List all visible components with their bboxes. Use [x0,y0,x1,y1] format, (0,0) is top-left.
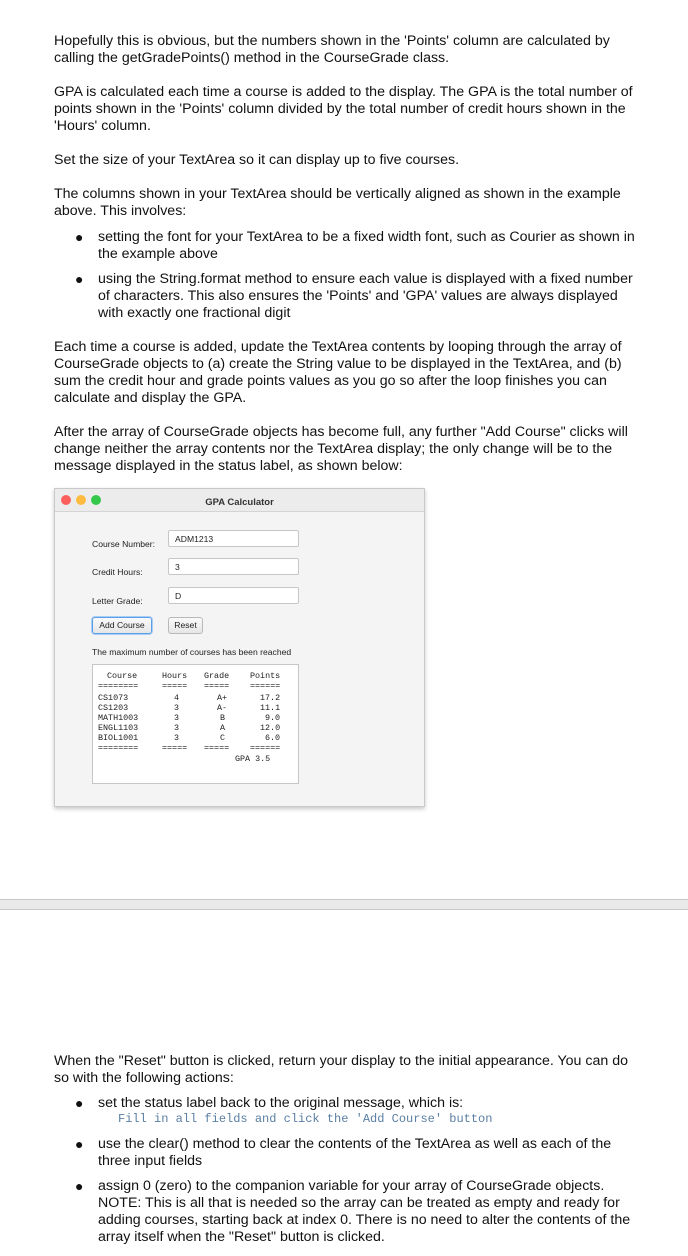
bullet-icon: ● [75,271,84,287]
bullet-clear-method: ● use the clear() method to clear the contents of the TextArea as well as each of the three input fields [75,1136,612,1169]
header-points: Points [250,671,281,681]
row-course: BIOL1001 [98,733,139,743]
row-course: CS1203 [98,703,129,713]
course-number-label: Course Number: [92,539,156,549]
separator-points: ====== [250,743,281,753]
bullet-string-format: ● using the String.format method to ensure each value is displayed with a fixed number of characters. This also ensures the 'Points' and 'GPA' values are always displayed with exactly one fractional digit [75,271,633,321]
page-divider [0,899,688,910]
status-label: The maximum number of courses has been reached [92,647,292,657]
window-title: GPA Calculator [205,497,274,508]
letter-grade-label: Letter Grade: [92,596,143,606]
row-hours: 3 [174,713,180,723]
row-course: ENGL1103 [98,723,139,733]
paragraph-points-explanation: Hopefully this is obvious, but the numbers shown in the 'Points' column are calculated by calling the getGradePoints() method in the CourseGrade class. [54,33,610,66]
credit-hours-label: Credit Hours: [92,567,143,577]
row-points: 9.0 [265,713,281,723]
separator-hours: ===== [162,743,188,753]
bullet-fixed-width-font: ● setting the font for your TextArea to be a fixed width font, such as Courier as shown in the example above [75,229,635,262]
bullet-status-label-reset: ● set the status label back to the original message, which is: [75,1095,464,1111]
header-hours: Hours [162,671,188,681]
row-grade: B [220,713,226,723]
paragraph-gpa-calculation: GPA is calculated each time a course is added to the display. The GPA is the total number of points shown in the 'Points' column divided by the total number of credit hours shown in the 'Hours' column. [54,84,633,134]
header-grade: Grade [204,671,230,681]
row-course: MATH1003 [98,713,139,723]
paragraph-column-alignment: The columns shown in your TextArea should be vertically aligned as shown in the example above. This involves: [54,186,621,219]
separator-course: ======== [98,743,139,753]
bullet-companion-variable: ● assign 0 (zero) to the companion variable for your array of CourseGrade objects. NOTE: This is all that is needed so the array can be treated as empty and ready for adding courses, starting back at index 0. There is no need to alter the contents of the array itself when the "Reset" button is clicked. [75,1178,631,1245]
row-grade: A [220,723,226,733]
row-grade: A- [217,703,228,713]
separator-hours: ===== [162,681,188,691]
separator-grade: ===== [204,681,230,691]
gpa-value: GPA 3.5 [235,754,271,764]
paragraph-update-textarea: Each time a course is added, update the TextArea contents by looping through the array of CourseGrade objects to (a) create the String value to be displayed in the TextArea, and (b) sum the credit hour and grade points values as you go so after the loop finishes you can calculate and display the GPA. [54,339,622,406]
status-message-code: Fill in all fields and click the 'Add Course' button [118,1112,493,1126]
row-points: 12.0 [260,723,281,733]
bullet-icon: ● [75,1178,84,1194]
bullet-icon: ● [75,1095,84,1111]
course-number-field[interactable]: ADM1213 [168,530,299,547]
row-hours: 3 [174,723,180,733]
letter-grade-field[interactable]: D [168,587,299,604]
row-hours: 3 [174,703,180,713]
row-grade: A+ [217,693,228,703]
separator-course: ======== [98,681,139,691]
gpa-calculator-window [54,488,425,807]
paragraph-textarea-size: Set the size of your TextArea so it can display up to five courses. [54,152,460,168]
row-grade: C [220,733,226,743]
row-points: 6.0 [265,733,281,743]
credit-hours-field[interactable]: 3 [168,558,299,575]
bullet-icon: ● [75,229,84,245]
bullet-icon: ● [75,1136,84,1152]
row-points: 17.2 [260,693,281,703]
header-course: Course [107,671,138,681]
row-hours: 4 [174,693,180,703]
reset-button[interactable]: Reset [168,617,203,634]
row-hours: 3 [174,733,180,743]
paragraph-array-full: After the array of CourseGrade objects has become full, any further "Add Course" clicks will change neither the array contents nor the TextArea display; the only change will be to the message displayed in the status label, as shown below: [54,424,628,474]
window-titlebar [55,489,424,512]
course-textarea[interactable] [92,664,299,784]
separator-grade: ===== [204,743,230,753]
paragraph-reset-intro: When the "Reset" button is clicked, return your display to the initial appearance. You can do so with the following actions: [54,1053,628,1086]
add-course-button[interactable]: Add Course [92,617,152,634]
row-course: CS1073 [98,693,129,703]
separator-points: ====== [250,681,281,691]
row-points: 11.1 [260,703,281,713]
